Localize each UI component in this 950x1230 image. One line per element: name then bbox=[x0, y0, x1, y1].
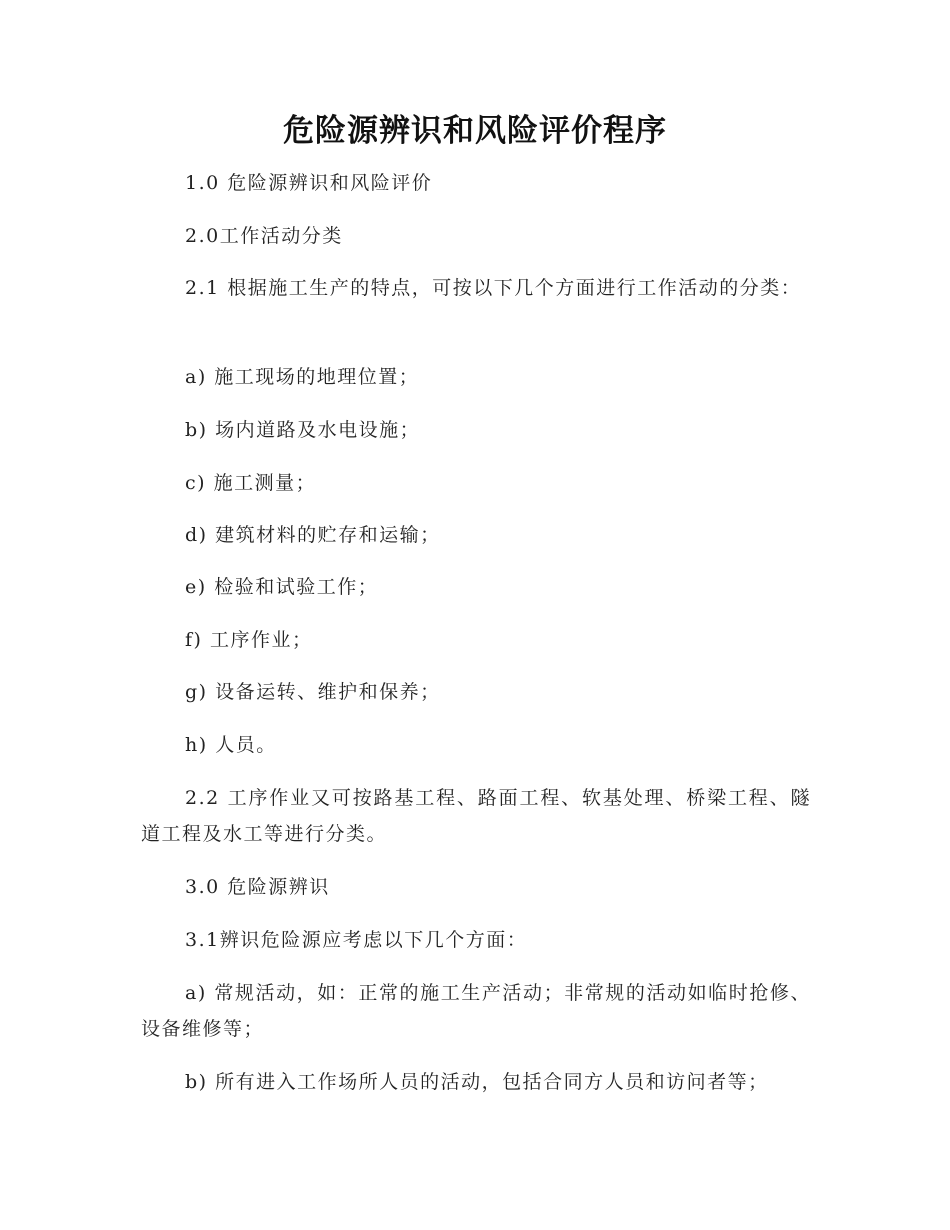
paragraph-1-0: 1.0 危险源辨识和风险评价 bbox=[185, 172, 433, 194]
list-item-3-b: b) 所有进入工作场所人员的活动，包括合同方人员和访问者等； bbox=[185, 1071, 769, 1093]
list-item-3-a: a) 常规活动，如：正常的施工生产活动；非常规的活动如临时抢修、设备维修等； bbox=[141, 982, 811, 1040]
paragraph-3-0: 3.0 危险源辨识 bbox=[185, 876, 330, 898]
list-item-a: a) 施工现场的地理位置； bbox=[185, 366, 420, 388]
paragraph-3-1: 3.1辨识危险源应考虑以下几个方面： bbox=[185, 929, 528, 951]
list-item-f: f) 工序作业； bbox=[185, 629, 313, 651]
list-item-h: h) 人员。 bbox=[185, 734, 277, 756]
list-item-b: b) 场内道路及水电设施； bbox=[185, 419, 421, 441]
document-title: 危险源辨识和风险评价程序 bbox=[283, 113, 667, 149]
list-item-e: e) 检验和试验工作； bbox=[185, 576, 379, 598]
list-item-d: d) 建筑材料的贮存和运输； bbox=[185, 524, 441, 546]
paragraph-2-1: 2.1 根据施工生产的特点，可按以下几个方面进行工作活动的分类： bbox=[185, 277, 802, 299]
paragraph-2-2: 2.2 工序作业又可按路基工程、路面工程、软基处理、桥梁工程、隧道工程及水工等进行分类。 bbox=[141, 787, 811, 845]
paragraph-2-0: 2.0工作活动分类 bbox=[185, 225, 343, 247]
list-item-c: c) 施工测量； bbox=[185, 472, 317, 494]
list-item-g: g) 设备运转、维护和保养； bbox=[185, 681, 441, 703]
